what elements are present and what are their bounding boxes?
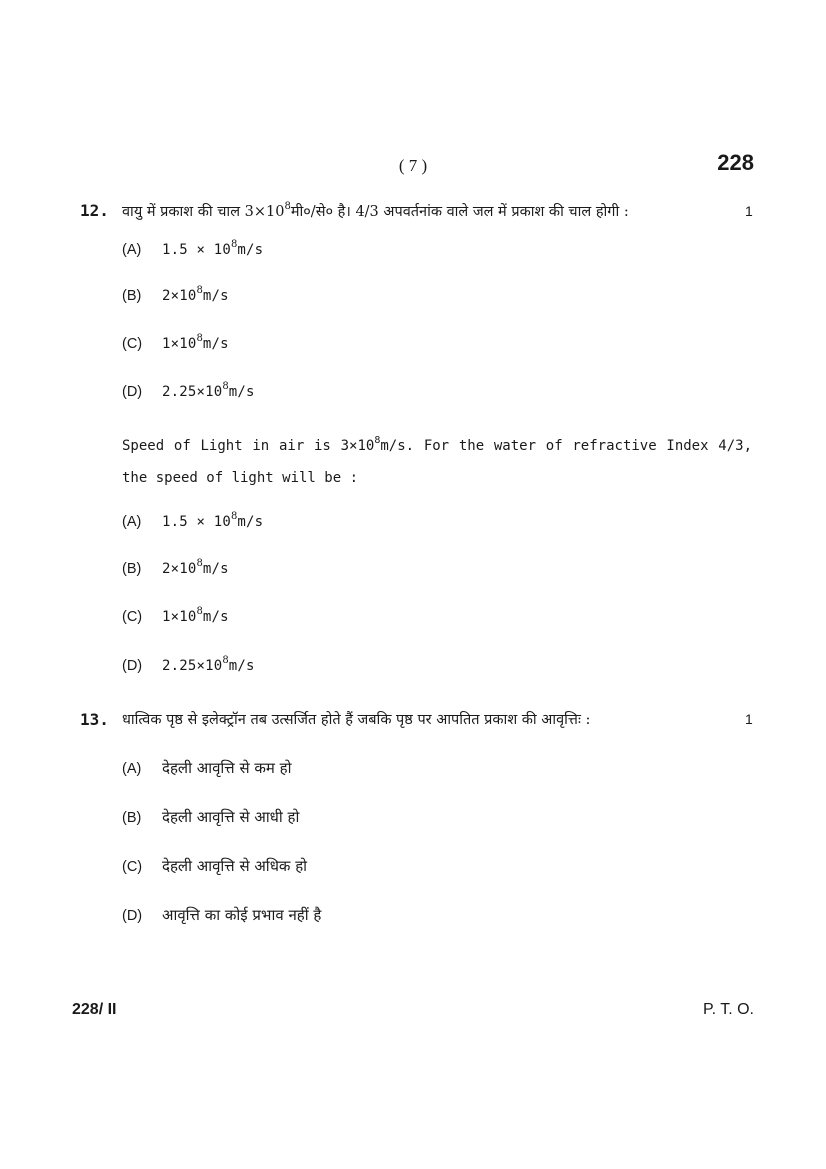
question-13-text: धात्विक पृष्ठ से इलेक्ट्रॉन तब उत्सर्जित होते हैं जबकि पृष्ठ पर आपतित प्रकाश की आवृत्तिः :: [122, 712, 591, 728]
paper-code: 228: [717, 150, 754, 175]
q12-hi-option-b: (B) $2\times 10^8m/s$: [122, 285, 229, 304]
question-13-marks: 1: [745, 711, 753, 727]
q13-option-b: (B) देहली आवृत्ति से आधी हो: [122, 808, 300, 826]
question-number-13: 13.: [80, 710, 109, 729]
q12-hi-option-d: (D) $2.25\times 10^8m/s$: [122, 381, 255, 400]
q13-option-d: (D) आवृत्ति का कोई प्रभाव नहीं है: [122, 906, 322, 924]
question-12-marks: 1: [745, 203, 753, 219]
footer-paper-code: 228/ II: [72, 1001, 117, 1018]
q13-option-c: (C) देहली आवृत्ति से अधिक हो: [122, 857, 308, 875]
question-12-hindi: वायु में प्रकाश की चाल $3\times 10^8मी०/से०$ है। 4/3 अपवर्तनांक वाले जल में प्रकाश की चाल होगी :: [122, 201, 629, 220]
q12-en-option-c: (C) $1\times 10^8m/s$: [122, 606, 229, 625]
q12-en-option-d: (D) $2.25\times 10^8m/s$: [122, 655, 255, 674]
footer-pto: P. T. O.: [703, 1001, 754, 1018]
question-number-12: 12.: [80, 201, 109, 220]
page-number: ( 7 ): [398, 156, 428, 175]
q12-hi-option-c: (C) $1\times 10^8m/s$: [122, 333, 229, 352]
question-12-english: Speed of Light in air is $3\times 10^8m/s$. For the water of refractive Index 4/3, the speed of light will be :: [122, 435, 752, 486]
q13-option-a: (A) देहली आवृत्ति से कम हो: [122, 759, 292, 777]
q12-en-option-a: (A) $1.5 \times 10^8m/s$: [122, 511, 264, 530]
q12-en-option-b: (B) $2\times 10^8m/s$: [122, 558, 229, 577]
q12-hi-option-a: (A) $1.5 \times 10^8m/s$: [122, 239, 264, 258]
